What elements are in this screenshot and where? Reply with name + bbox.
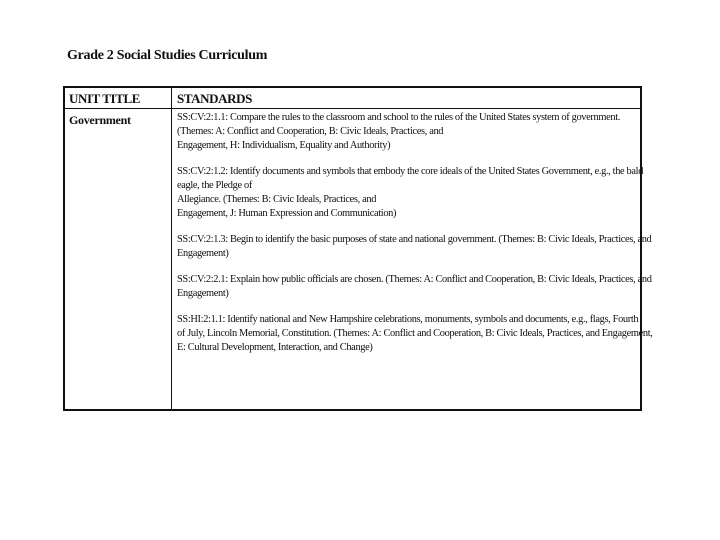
- document-title: Grade 2 Social Studies Curriculum: [67, 48, 268, 63]
- standard-item: [177, 273, 652, 301]
- standard-item: [177, 313, 653, 355]
- standard-line: SS:CV:2:1.1: Compare the rules to the classroom and school to the rules of the United States system of government.: [177, 112, 620, 123]
- standard-line: Engagement, H: Individualism, Equality and Authority): [177, 140, 391, 151]
- standard-line: eagle, the Pledge of: [177, 180, 252, 191]
- unit-title-header: UNIT TITLE: [69, 91, 141, 106]
- standard-line: SS:CV:2:2.1: Explain how public officials are chosen. (Themes: A: Conflict and Cooperation, B: Civic Ideals, Practices, and: [177, 274, 652, 285]
- curriculum-table: [63, 86, 653, 411]
- unit-title-cell: Government: [69, 113, 131, 127]
- standards-header: STANDARDS: [177, 91, 252, 106]
- standard-item: [177, 111, 639, 153]
- standards-cell: [177, 111, 653, 355]
- standard-item: [177, 233, 652, 261]
- standard-line: Engagement): [177, 248, 229, 259]
- standard-line: E: Cultural Development, Interaction, and Change): [177, 342, 373, 353]
- column-divider: [171, 88, 172, 409]
- standard-line: SS:CV:2:1.3: Begin to identify the basic purposes of state and national government. (Themes: B: Civic Ideals, Practices, and: [177, 234, 652, 245]
- standard-line: SS:CV:2:1.2: Identify documents and symbols that embody the core ideals of the United States Government, e.g., the bald: [177, 166, 644, 177]
- standard-line: Engagement, J: Human Expression and Communication): [177, 208, 397, 219]
- standard-line: SS:HI:2:1.1: Identify national and New Hampshire celebrations, monuments, symbols and documents, e.g., flags, Fourth: [177, 314, 639, 325]
- standard-line: Engagement): [177, 288, 229, 299]
- standard-item: [177, 165, 644, 221]
- standard-line: of July, Lincoln Memorial, Constitution. (Themes: A: Conflict and Cooperation, B: Civic Ideals, Practices, and Engagement,: [177, 328, 653, 339]
- standard-line: (Themes: A: Conflict and Cooperation, B: Civic Ideals, Practices, and: [177, 126, 444, 137]
- standard-line: Allegiance. (Themes: B: Civic Ideals, Practices, and: [177, 194, 377, 205]
- header-divider: [65, 108, 640, 109]
